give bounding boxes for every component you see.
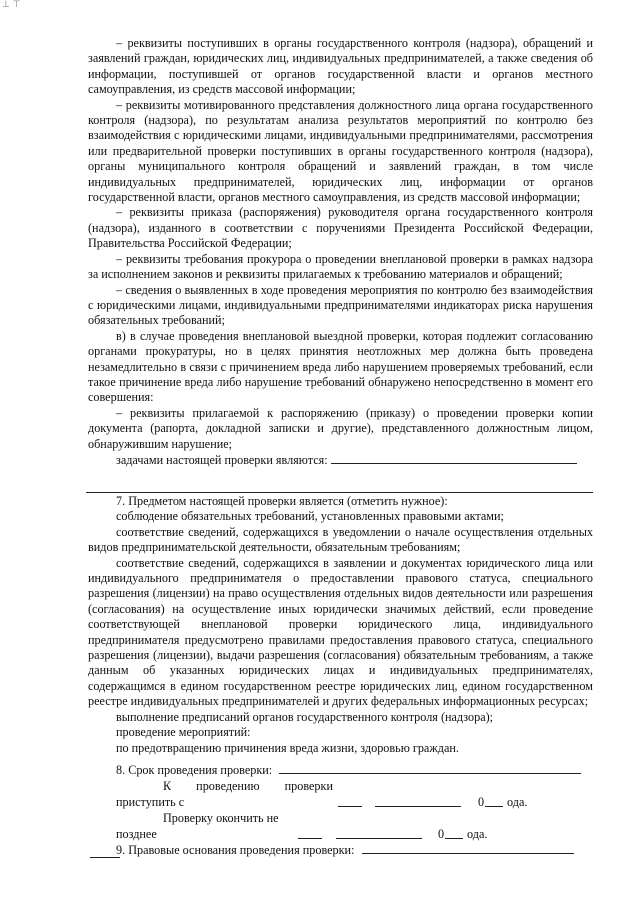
start-row-1	[163, 779, 333, 794]
start-row-2	[116, 795, 586, 810]
end-row-1	[163, 811, 279, 826]
section-9-underline-extension	[90, 857, 120, 858]
end-month-field[interactable]	[336, 827, 422, 839]
section-7-measures: проведение мероприятий:	[116, 725, 251, 740]
end-label-line2: позднее	[116, 827, 157, 841]
end-year-field[interactable]	[445, 827, 463, 839]
tasks-label: задачами настоящей проверки являются:	[116, 452, 328, 467]
document-page	[88, 36, 593, 468]
start-month-field[interactable]	[375, 795, 461, 807]
section-7	[88, 494, 593, 756]
end-day-field[interactable]	[298, 827, 322, 839]
item-risk-indicators: – сведения о выявленных в ходе проведения мероприятия по контролю без взаимодействия с юридическими лицами, индивидуальными предпринимателями индикаторах риска нарушения обязательных требований;	[88, 282, 593, 328]
section-7-title: 7. Предметом настоящей проверки является (отметить нужное):	[116, 494, 448, 508]
section-7-compliance: соблюдение обязательных требований, установленных правовыми актами;	[116, 509, 504, 524]
item-urgent-inspection: в) в случае проведения внеплановой выездной проверки, которая подлежит согласованию органами прокуратуры, но в целях принятия неотложных мер должна быть проведена незамедлительно в связи с причинением вреда либо нарушением проверяемых требований, если такое причинение вреда либо нарушение требований обнаружено непосредственно в момент его совершения:	[88, 328, 593, 405]
start-day-field[interactable]	[338, 795, 362, 807]
section-8-fill-line[interactable]	[279, 762, 581, 774]
item-requisites-motivated-representation: – реквизиты мотивированного представления должностного лица органа государственного контроля (надзора), по результатам анализа результатов мероприятий по контролю без взаимодействия с юридическими лицами, индивидуальными предпринимателями, рассмотрения или предварительной проверки поступивших в органы государственного контроля (надзора), органы муниципального контроля обращений и заявлений граждан, в том числе индивидуальных предпринимателей, юридических лиц, информации от органов государственной власти, органов местного самоуправления, из средств массовой информации;	[88, 97, 593, 205]
start-label-line2: приступить с	[116, 795, 185, 809]
start-year-field[interactable]	[485, 795, 503, 807]
end-year-suffix: ода.	[467, 827, 488, 841]
start-year-suffix: ода.	[507, 795, 528, 809]
tasks-fill-line[interactable]	[331, 452, 577, 464]
section-7-application-compliance: соответствие сведений, содержащихся в заявлении и документах юридического лица или индивидуального предпринимателя о предоставлении правового статуса, специального разрешения (лицензии) на право осуществления отдельных видов деятельности или разрешения (согласования) на осуществление иных юридически значимых действий, если проведение соответствующей внеплановой проверки юридического лица, индивидуального предпринимателя предусмотрено правилами предоставления правового статуса, специального разрешения (лицензии), выдачи разрешения (согласования) обязательным требованиям, а также данным об указанных юридических лицах и индивидуальных предпринимателях, содержащимся в едином государственном реестре юридических лиц, едином государственном реестре индивидуальных предпринимателей и других федеральных информационных ресурсах;	[88, 555, 593, 709]
item-requisites-prosecutor-demand: – реквизиты требования прокурора о проведении внеплановой проверки в рамках надзора за исполнением законов и реквизиты прилагаемых к требованию материалов и обращений;	[88, 251, 593, 282]
start-label-line1: К проведению проверки	[163, 779, 333, 793]
section-9-title-row	[116, 842, 574, 858]
tasks-line	[88, 452, 593, 468]
start-year-prefix: 0	[478, 795, 485, 809]
section-7-notification-compliance: соответствие сведений, содержащихся в уведомлении о начале осуществления отдельных видов предпринимательской деятельности, обязательным требованиям;	[88, 524, 593, 555]
item-requisites-order: – реквизиты приказа (распоряжения) руководителя органа государственного контроля (надзора), изданного в соответствии с поручениями Президента Российской Федерации, Правительства Российской Федерации;	[88, 205, 593, 251]
section-8-title: 8. Срок проведения проверки:	[116, 763, 273, 777]
section-7-prevention: по предотвращению причинения вреда жизни, здоровью граждан.	[116, 740, 459, 755]
item-requisites-appeals: – реквизиты поступивших в органы государственного контроля (надзора), обращений и заявлений граждан, юридических лиц, индивидуальных предпринимателей, а также сведения об информации, поступившей от органов государственной власти и органов местного самоуправления, из средств массовой информации;	[88, 36, 593, 97]
end-row-2	[116, 827, 586, 842]
corner-mark: ⊥ ⊤	[2, 0, 21, 10]
end-label-line1: Проверку окончить не	[163, 811, 279, 825]
section-9-title: 9. Правовые основания проведения проверки:	[116, 843, 355, 857]
section-9-fill-line[interactable]	[362, 842, 574, 854]
section-7-prescriptions: выполнение предписаний органов государственного контроля (надзора);	[116, 709, 494, 724]
separator-line	[86, 492, 593, 493]
item-attached-document-copy: – реквизиты прилагаемой к распоряжению (приказу) о проведении проверки копии документа (рапорта, докладной записки и другие), представленного должностным лицом, обнаружившим нарушение;	[88, 405, 593, 451]
end-year-prefix: 0	[438, 827, 445, 841]
section-8-title-row	[116, 762, 581, 778]
